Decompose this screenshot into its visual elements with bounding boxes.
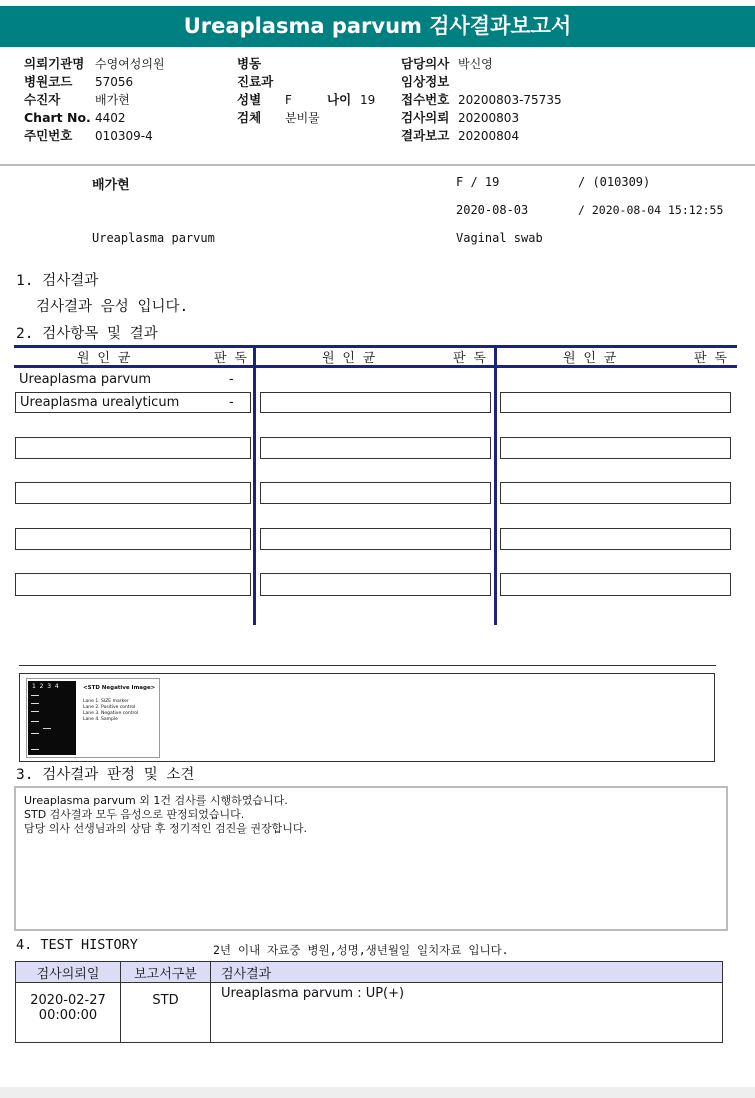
institution-value: 수영여성의원	[95, 57, 165, 71]
col-pathogen-2: 원 인 균	[322, 351, 376, 366]
positive-band	[43, 728, 51, 729]
empty-cell	[500, 573, 731, 596]
col-judgement-2: 판 독	[453, 351, 486, 366]
history-col-result: 검사결과	[211, 962, 723, 983]
specimen-label: 검체	[237, 110, 262, 125]
empty-cell	[500, 482, 731, 504]
result-row	[15, 392, 251, 413]
empty-cell	[500, 437, 731, 459]
empty-cell	[15, 482, 251, 504]
opinion-box	[14, 786, 728, 931]
header-divider	[0, 164, 755, 166]
marker-band	[31, 695, 39, 696]
pathogen-result: -	[229, 395, 234, 410]
opinion-line: STD 검사결과 모두 음성으로 판정되었습니다.	[24, 808, 245, 821]
report-title: Ureaplasma parvum 검사결과보고서	[0, 6, 755, 47]
history-table	[15, 961, 723, 1043]
marker-band	[31, 733, 39, 734]
patient-label: 수진자	[24, 92, 61, 107]
specimen-value: 분비물	[285, 111, 320, 125]
request-date-label: 검사의뢰	[401, 110, 450, 125]
hospital-code-value: 57056	[95, 75, 134, 89]
receipt-no-value: 20200803-75735	[458, 93, 562, 107]
clinical-info-label: 임상정보	[401, 74, 450, 89]
resident-id-label: 주민번호	[24, 128, 73, 143]
grid-divider-1	[253, 345, 256, 625]
gel-photo	[28, 681, 76, 755]
request-date-value: 20200803	[458, 111, 520, 125]
info-column-middle	[237, 55, 397, 127]
empty-cell	[15, 437, 251, 459]
ward-label: 병동	[237, 56, 262, 71]
col-pathogen-1: 원 인 균	[77, 351, 131, 366]
chart-no-label: Chart No.	[24, 110, 91, 125]
empty-cell	[15, 528, 251, 550]
empty-cell	[260, 437, 491, 459]
hospital-code-label: 병원코드	[24, 74, 73, 89]
empty-cell	[15, 573, 251, 596]
marker-band	[31, 749, 39, 750]
footer-bar	[0, 1087, 755, 1098]
resident-id-value: 010309-4	[95, 129, 153, 143]
summary-received: 2020-08-03	[456, 203, 529, 217]
summary-test: Ureaplasma parvum	[92, 231, 215, 245]
history-row	[16, 983, 723, 1043]
receipt-no-label: 접수번호	[401, 92, 450, 107]
pathogen-result: -	[229, 372, 234, 387]
section1-heading: 1. 검사결과	[16, 273, 99, 289]
info-column-left	[24, 55, 224, 145]
history-col-date: 검사의뢰일	[16, 962, 121, 983]
empty-cell	[500, 528, 731, 550]
gel-title: <STD Negative Image>	[83, 685, 156, 691]
history-col-type: 보고서구분	[121, 962, 211, 983]
report-date-value: 20200804	[458, 129, 520, 143]
sex-label: 성별	[237, 92, 262, 107]
chart-no-value: 4402	[95, 111, 126, 125]
empty-cell	[260, 528, 491, 550]
empty-cell	[260, 392, 491, 413]
history-result: Ureaplasma parvum : UP(+)	[211, 983, 723, 1043]
gel-legend-item: Lane 1. SIZE marker	[83, 699, 129, 704]
sex-value: F	[285, 93, 292, 107]
gel-legend-item: Lane 2. Positive control	[83, 705, 136, 710]
empty-cell	[260, 482, 491, 504]
report-date-label: 결과보고	[401, 128, 450, 143]
pathogen-name: Ureaplasma urealyticum	[20, 395, 180, 410]
gel-lane-numbers: 1 2 3 4	[32, 683, 59, 690]
summary-id: / (010309)	[578, 175, 651, 189]
doctor-value: 박신영	[458, 57, 493, 71]
history-type: STD	[121, 983, 211, 1043]
gel-thumbnail	[26, 678, 160, 758]
col-judgement-1: 판 독	[214, 351, 247, 366]
marker-band	[31, 703, 39, 704]
patient-value: 배가현	[95, 93, 130, 107]
summary-reported: / 2020-08-04 15:12:55	[578, 203, 724, 217]
age-label: 나이	[327, 92, 352, 107]
history-header-row	[16, 962, 723, 983]
doctor-label: 담당의사	[401, 56, 450, 71]
summary-specimen: Vaginal swab	[456, 231, 543, 245]
gel-top-rule	[19, 665, 716, 666]
pathogen-name: Ureaplasma parvum	[19, 372, 152, 387]
col-judgement-3: 판 독	[694, 351, 727, 366]
section4-heading: 4. TEST HISTORY	[16, 937, 138, 953]
history-date: 2020-02-27	[30, 993, 106, 1008]
section1-text: 검사결과 음성 입니다.	[36, 299, 189, 315]
marker-band	[31, 711, 39, 712]
grid-divider-2	[494, 345, 497, 625]
col-pathogen-3: 원 인 균	[563, 351, 617, 366]
section3-heading: 3. 검사결과 판정 및 소견	[16, 767, 195, 783]
summary-sex-age: F / 19	[456, 175, 500, 189]
result-row	[15, 370, 251, 390]
summary-name: 배가현	[92, 178, 130, 193]
marker-band	[31, 721, 39, 722]
section2-heading: 2. 검사항목 및 결과	[16, 326, 158, 342]
history-date-cell	[16, 983, 121, 1043]
opinion-line: Ureaplasma parvum 외 1건 검사를 시행하였습니다.	[24, 794, 288, 807]
department-label: 진료과	[237, 74, 274, 89]
opinion-line: 담당 의사 선생님과의 상담 후 정기적인 검진을 권장합니다.	[24, 822, 307, 835]
empty-cell	[260, 573, 491, 596]
gel-legend-item: Lane 3. Negative control	[83, 711, 139, 716]
history-note: 2년 이내 자료중 병원,성명,생년월일 일치자료 입니다.	[213, 943, 509, 957]
history-time: 00:00:00	[38, 1008, 98, 1023]
institution-label: 의뢰기관명	[24, 56, 85, 71]
gel-legend	[83, 699, 138, 723]
age-value: 19	[360, 93, 376, 107]
empty-cell	[500, 392, 731, 413]
info-column-right	[401, 55, 631, 145]
gel-legend-item: Lane 4. Sample	[83, 717, 118, 722]
